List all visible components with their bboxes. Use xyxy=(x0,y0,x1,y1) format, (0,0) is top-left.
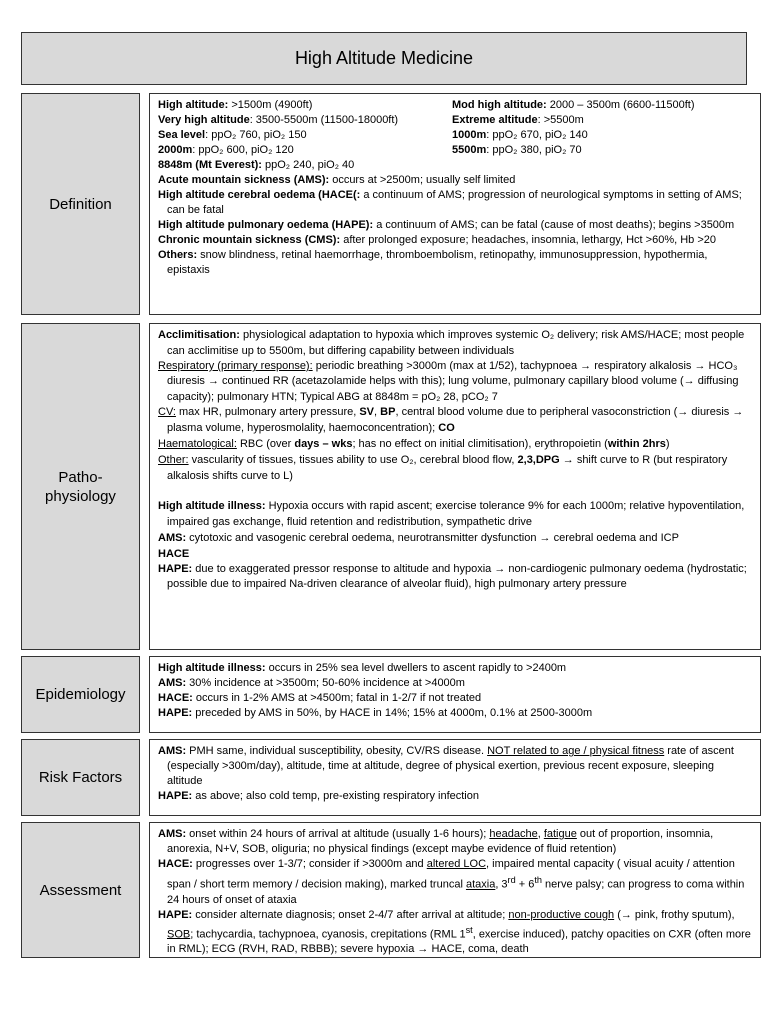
section-label-epidemiology: Epidemiology xyxy=(21,656,140,733)
section-content-risk-factors xyxy=(149,739,761,816)
definition-row: Very high altitude: 3500-5500m (11500-18000ft) Extreme altitude: >5500m xyxy=(158,114,584,126)
patho-haematological: Haematological: RBC (over days – wks; has no effect on initial climitisation), erythropoietin (within 2hrs) xyxy=(158,438,670,450)
patho-respiratory: Respiratory (primary response): periodic breathing >3000m (max at 1/52), tachypnoea → respiratory alkalosis → HCO₃ diuresis → continued RR (acetazolamide helps with this); lung volume, pulmonary capillary blood volume (→ diffusing capacity); pulmonary HTN; Typical ABG at 8848m = pO₂ 28, pCO₂ 7 xyxy=(158,360,739,403)
epi-hace: HACE: occurs in 1-2% AMS at >4500m; fatal in 1-2/7 if not treated xyxy=(158,692,482,704)
definition-others: Others: snow blindness, retinal haemorrhage, thromboembolism, retinopathy, immunosuppression, hypothermia, epistaxis xyxy=(158,249,708,276)
definition-row: Sea level: ppO₂ 760, piO₂ 150 1000m: ppO₂ 670, piO₂ 140 xyxy=(158,129,588,141)
definition-ams: Acute mountain sickness (AMS): occurs at >2500m; usually self limited xyxy=(158,174,516,186)
assess-ams: AMS: onset within 24 hours of arrival at altitude (usually 1-6 hours); headache, fatigue out of proportion, insomnia, anorexia, N+V, SOB, oliguria; no physical findings (except maybe evidence of fluid retention) xyxy=(158,828,714,855)
section-content-pathophysiology xyxy=(149,323,761,650)
definition-row: 2000m: ppO₂ 600, piO₂ 120 5500m: ppO₂ 380, piO₂ 70 xyxy=(158,144,582,156)
epi-ams: AMS: 30% incidence at >3500m; 50-60% incidence at >4000m xyxy=(158,677,465,689)
patho-hace: HACE xyxy=(158,548,190,560)
section-label-definition: Definition xyxy=(21,93,140,315)
section-label-risk-factors: Risk Factors xyxy=(21,739,140,816)
definition-hape: High altitude pulmonary oedema (HAPE): a continuum of AMS; can be fatal (cause of most deaths); begins >3500m xyxy=(158,219,735,231)
patho-ams: AMS: cytotoxic and vasogenic cerebral oedema, neurotransmitter dysfunction → cerebral oedema and ICP xyxy=(158,532,679,544)
patho-hape: HAPE: due to exaggerated pressor response to altitude and hypoxia → non-cardiogenic pulmonary oedema (hydrostatic; possible due to impaired Na-driven clearance of alveolar fluid), high pulmonary artery pressure xyxy=(158,563,747,590)
section-label-assessment: Assessment xyxy=(21,822,140,958)
epi-high-altitude-illness: High altitude illness: occurs in 25% sea level dwellers to ascent rapidly to >2400m xyxy=(158,662,567,674)
definition-row: High altitude: >1500m (4900ft) Mod high altitude: 2000 – 3500m (6600-11500ft) xyxy=(158,99,695,111)
section-content-definition xyxy=(149,93,761,315)
assess-hape: HAPE: consider alternate diagnosis; onset 2-4/7 after arrival at altitude; non-productive cough (→ pink, frothy sputum), SOB; tachycardia, tachypnoea, cyanosis, crepitations (RML 1st, exercise induced), patchy opacities on CXR (often more in RML); ECG (RVH, RAD, RBBB); severe hypoxia → HACE, coma, death xyxy=(158,908,751,956)
definition-cms: Chronic mountain sickness (CMS): after prolonged exposure; headaches, insomnia, lethargy, Hct >60%, Hb >20 xyxy=(158,234,716,246)
definition-everest: 8848m (Mt Everest): ppO₂ 240, piO₂ 40 xyxy=(158,159,355,171)
risk-ams: AMS: PMH same, individual susceptibility, obesity, CV/RS disease. NOT related to age / physical fitness rate of ascent (especially >300m/day), altitude, time at altitude, degree of physical exertion, previous recent exposure, sleeping altitude xyxy=(158,745,734,787)
section-content-epidemiology xyxy=(149,656,761,733)
patho-other: Other: vascularity of tissues, tissues ability to use O₂, cerebral blood flow, 2,3,DPG → shift curve to R (but respiratory alkalosis shifts curve to L) xyxy=(158,454,728,482)
patho-high-altitude-illness: High altitude illness: Hypoxia occurs with rapid ascent; exercise tolerance 9% for each 1000m; relative hypoventilation, impaired gas exchange, fluid retention and redistribution, sympathetic drive xyxy=(158,500,745,528)
page-title: High Altitude Medicine xyxy=(21,32,747,85)
patho-cv: CV: max HR, pulmonary artery pressure, SV, BP, central blood volume due to peripheral vasoconstriction (→ diuresis → plasma volume, hyperosmolality, haemoconcentration); CO xyxy=(158,406,744,434)
patho-acclimatisation: Acclimitisation: physiological adaptation to hypoxia which improves systemic O₂ delivery; risk AMS/HACE; most people can acclimitise up to 5500m, but differing capability between individuals xyxy=(158,329,745,357)
definition-hace: High altitude cerebral oedema (HACE(: a continuum of AMS; progression of neurological symptoms in setting of AMS; can be fatal xyxy=(158,189,742,216)
section-content-assessment xyxy=(149,822,761,958)
section-label-pathophysiology: Patho-physiology xyxy=(21,323,140,650)
assess-hace: HACE: progresses over 1-3/7; consider if >3000m and altered LOC, impaired mental capacity ( visual acuity / attention span / short term memory / decision making), marked truncal ataxia, 3rd + 6th nerve palsy; can progress to coma within 24 hours of onset of ataxia xyxy=(158,858,745,906)
epi-hape: HAPE: preceded by AMS in 50%, by HACE in 14%; 15% at 4000m, 0.1% at 2500-3000m xyxy=(158,707,593,719)
risk-hape: HAPE: as above; also cold temp, pre-existing respiratory infection xyxy=(158,790,479,802)
